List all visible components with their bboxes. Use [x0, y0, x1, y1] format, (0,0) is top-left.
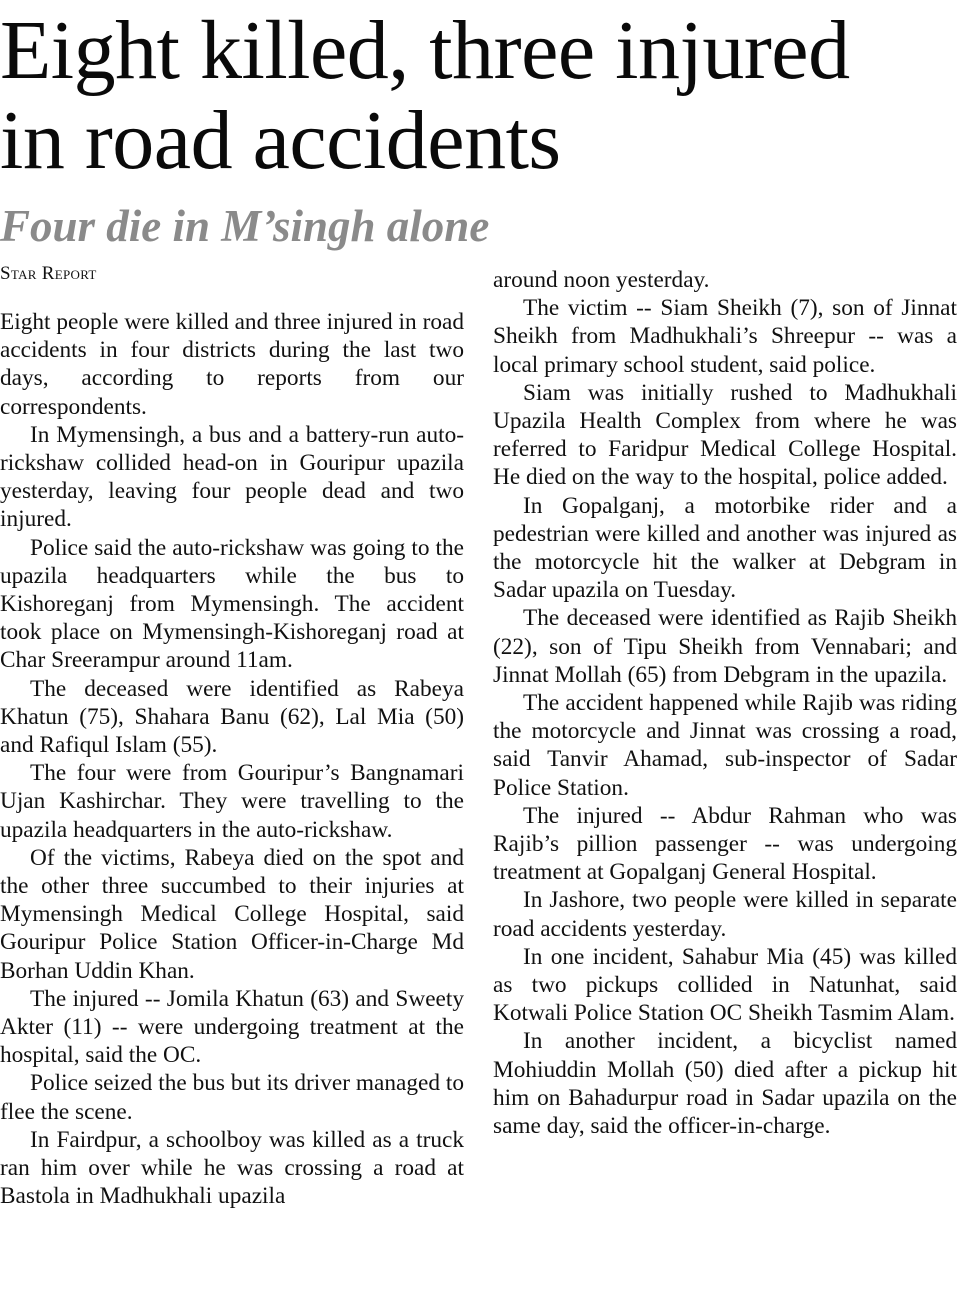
paragraph: Of the victims, Rabeya died on the spot and the other three succumbed to their injuries at Mymensingh Medical College Hospital, said Gouripur Police Station Officer-in-Charge Md Borhan Uddin Khan. [0, 844, 464, 984]
paragraph: Eight people were killed and three injured in road accidents in four districts during the last two days, according to reports from our correspondents. [0, 309, 464, 420]
paragraph: The victim -- Siam Sheikh (7), son of Jinnat Sheikh from Madhukhali’s Shreepur -- was a local primary school student, said police. [493, 295, 957, 378]
paragraph: Police seized the bus but its driver managed to flee the scene. [0, 1070, 464, 1125]
paragraph: In Mymensingh, a bus and a battery-run auto-rickshaw collided head-on in Gouripur upazila yesterday, leaving four people dead and two injured. [0, 421, 464, 533]
paragraph: The four were from Gouripur’s Bangnamari Ujan Kashirchar. They were travelling to the upazila headquarters in the auto-rickshaw. [0, 760, 464, 843]
article-column-right [493, 266, 957, 1140]
paragraph-continued: around noon yesterday. [493, 267, 710, 293]
paragraph: The injured -- Abdur Rahman who was Rajib’s pillion passenger -- was undergoing treatment at Gopalganj General Hospital. [493, 802, 957, 886]
paragraph: The deceased were identified as Rabeya Khatun (75), Shahara Banu (62), Lal Mia (50) and Rafiqul Islam (55). [0, 675, 464, 759]
paragraph: In Jashore, two people were killed in separate road accidents yesterday. [493, 887, 957, 942]
paragraph: In one incident, Sahabur Mia (45) was killed as two pickups collided in Natunhat, said Kotwali Police Station OC Sheikh Tasmim Alam. [493, 943, 957, 1027]
paragraph: Siam was initially rushed to Madhukhali Upazila Health Complex from where he was referred to Faridpur Medical College Hospital. He died on the way to the hospital, police added. [493, 379, 957, 491]
paragraph: In another incident, a bicyclist named Mohiuddin Mollah (50) died after a pickup hit him on Bahadurpur road in Sadar upazila on the same day, said the officer-in-charge. [493, 1028, 957, 1140]
byline: Star Report [0, 263, 97, 284]
paragraph: The deceased were identified as Rajib Sheikh (22), son of Tipu Sheikh from Vennabari; and Jinnat Mollah (65) from Debgram in the upazila. [493, 605, 957, 688]
headline [0, 6, 957, 186]
paragraph: The accident happened while Rajib was riding the motorcycle and Jinnat was crossing a road, said Tanvir Ahamad, sub-inspector of Sadar Police Station. [493, 690, 957, 801]
paragraph: In Fairdpur, a schoolboy was killed as a truck ran him over while he was crossing a road at Bastola in Madhukhali upazila [0, 1126, 464, 1210]
paragraph: The injured -- Jomila Khatun (63) and Sweety Akter (11) -- were undergoing treatment at the hospital, said the OC. [0, 985, 464, 1069]
article-column-left [0, 308, 464, 1211]
paragraph: Police said the auto-rickshaw was going to the upazila headquarters while the bus to Kishoreganj from Mymensingh. The accident took place on Mymensingh-Kishoreganj road at Char Sreerampur around 11am. [0, 534, 464, 674]
headline-line-2: in road accidents [0, 94, 561, 187]
paragraph: In Gopalganj, a motorbike rider and a pedestrian were killed and another was injured as the motorcycle hit the walker at Debgram in Sadar upazila on Tuesday. [493, 492, 957, 604]
subheadline: Four die in M’singh alone [0, 201, 490, 251]
headline-line-1: Eight killed, three injured [0, 4, 850, 97]
